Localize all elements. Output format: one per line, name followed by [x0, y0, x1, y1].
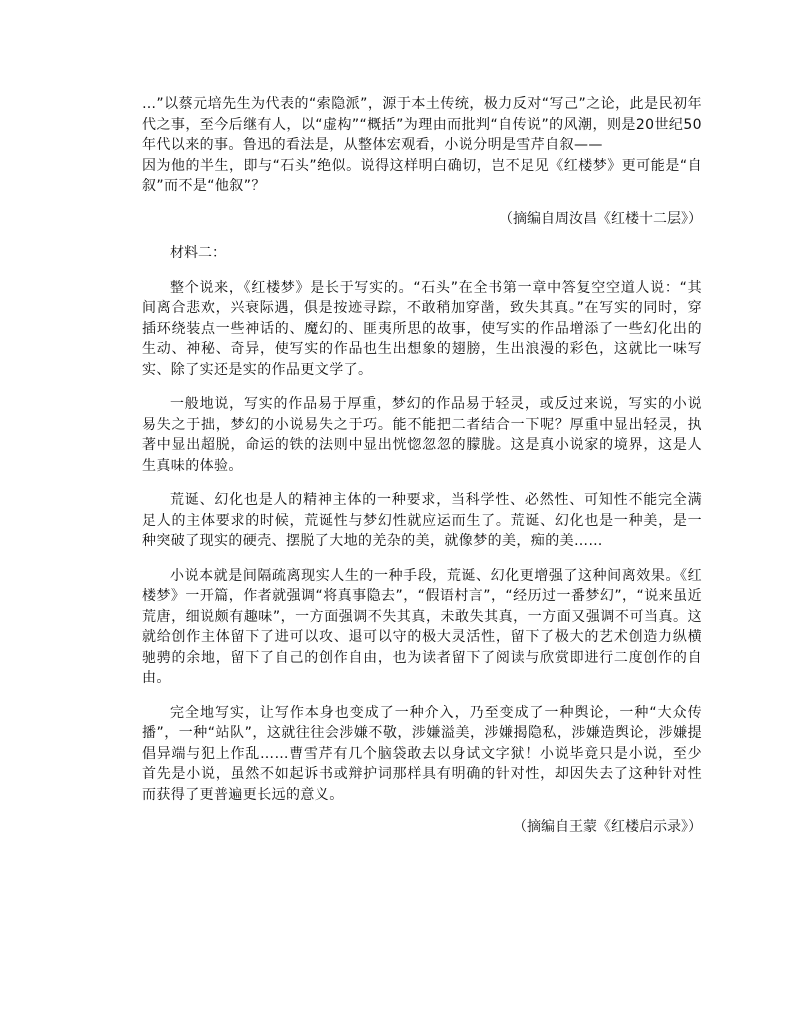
material-two-paragraph-3: 荒诞、幻化也是人的精神主体的一种要求，当科学性、必然性、可知性不能完全满足人的主体要求的时候，荒诞性与梦幻性就应运而生了。荒诞、幻化也是一种美，是一种突破了现实的硬壳、摆脱了大地的羌杂的美，就像梦的美，痴的美…… [142, 492, 702, 549]
material-two-paragraph-2: 一般地说，写实的作品易于厚重，梦幻的作品易于轻灵，或反过来说，写实的小说易失之于拙，梦幻的小说易失之于巧。能不能把二者结合一下呢？厚重中显出轻灵，执著中显出超脱，命运的铁的法则中显出恍惚忽忽的朦胧。这是真小说家的境界，这是人生真味的体验。 [142, 396, 702, 474]
material-two-source: （摘编自王蒙《红楼启示录》） [513, 819, 702, 835]
material-two-paragraph-5: 完全地写实，让写作本身也变成了一种介入，乃至变成了一种舆论，一种“大众传播”，一种“站队”，这就往往会涉嫌不敬，涉嫌溢美，涉嫌揭隐私，涉嫌造舆论，涉嫌提倡异端与犯上作乱……曹雪芹有几个脑袋敢去以身试文字狱！小说毕竟只是小说，至少首先是小说，虽然不如起诉书或辩护词那样具有明确的针对性，却因失去了这种针对性而获得了更普遍更长远的意义。 [142, 704, 702, 803]
material-one-source: （摘编自周汝昌《红楼十二层》） [499, 210, 702, 227]
material-one-paragraph-1: …”以蔡元培先生为代表的“索隐派”，源于本土传统，极力反对“写己”之论，此是民初年代之事，至今后继有人，以“虚构”“概括”为理由而批判“自传说”的风潮，则是20世纪50年代以来的事。鲁迅的看法是，从整体宏观看，小说分明是雪芹自叙—— [142, 96, 702, 153]
material-one-paragraph-2: 因为他的半生，即与“石头”绝似。说得这样明白确切，岂不足见《红楼梦》更可能是“自叙”而不是“他叙”？ [142, 157, 702, 194]
document-page [142, 94, 702, 838]
material-two-heading: 材料二： [170, 245, 226, 261]
material-two-paragraph-4: 小说本就是间隔疏离现实人生的一种手段，荒诞、幻化更增强了这种间离效果。《红楼梦》一开篇，作者就强调“将真事隐去”，“假语村言”，“经历过一番梦幻”，“说来虽近荒唐，细说颇有趣味”，一方面强调不失其真，未敢失其真，一方面又强调不可当真。这就给创作主体留下了进可以攻、退可以守的极大灵活性，留下了极大的艺术创造力纵横驰骋的余地，留下了自己的创作自由，也为读者留下了阅读与欣赏即进行二度创作的自由。 [142, 567, 702, 686]
material-two-paragraph-1: 整个说来，《红楼梦》是长于写实的。“石头”在全书第一章中答复空空道人说：“其间离合悲欢，兴衰际遇，俱是按迹寻踪，不敢稍加穿凿，致失其真。”在写实的同时，穿插环绕装点一些神话的、魔幻的、匪夷所思的故事，使写实的作品增添了一些幻化出的生动、神秘、奇异，使写实的作品也生出想象的翅膀，生出浪漫的彩色，这就比一味写实、除了实还是实的作品更文学了。 [142, 279, 702, 378]
